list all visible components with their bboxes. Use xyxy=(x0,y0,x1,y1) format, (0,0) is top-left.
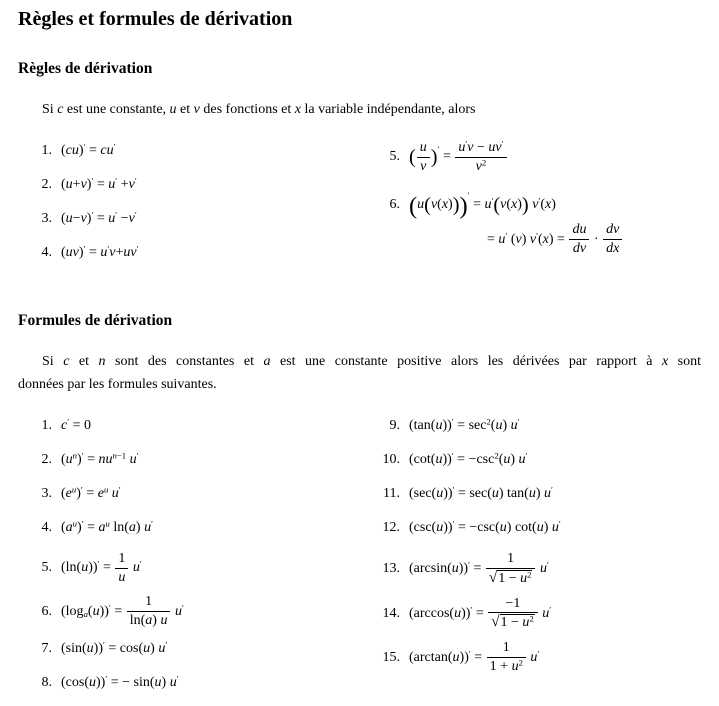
formula-item-10 xyxy=(374,449,701,471)
rule-item-5 xyxy=(374,140,701,174)
item-formula: (cu)′ = cu′ xyxy=(61,141,116,158)
item-formula: $(\cot(u))' = -\csc^2(u)$ u′ xyxy=(409,450,528,467)
formula-item-9 xyxy=(374,415,701,437)
item-number: 13. xyxy=(382,561,400,577)
rule-item-3 xyxy=(26,208,366,230)
item-formula: $(\log_a(u))'$ = $\frac{1}{\ln(a) u}$ u′ xyxy=(61,594,184,629)
formulas-left-column xyxy=(18,415,366,706)
rules-columns xyxy=(18,140,701,276)
formulas-columns xyxy=(18,415,701,706)
formula-item-1 xyxy=(26,415,366,437)
item-number: 2. xyxy=(41,452,52,467)
item-formula: $(a^u)' = a^u$ ln(a) u′ xyxy=(61,518,153,535)
item-number: 6. xyxy=(389,197,400,213)
item-number: 5. xyxy=(41,560,52,576)
formula-item-11 xyxy=(374,483,701,505)
item-formula: (uv)′ = u′v+uv′ xyxy=(61,243,139,260)
item-formula: (u−v)′ = u′ −v′ xyxy=(61,209,137,226)
item-number: 15. xyxy=(382,649,400,665)
rule-item-6-line2 xyxy=(374,222,701,256)
item-number: 7. xyxy=(41,640,52,656)
item-number: 4. xyxy=(41,245,52,260)
formula-item-4 xyxy=(26,517,366,539)
item-number: 3. xyxy=(41,486,52,501)
item-formula: (cos(u))′ = − sin(u) u′ xyxy=(61,673,179,690)
formula-item-5 xyxy=(26,551,366,585)
item-number: 12. xyxy=(382,520,400,535)
item-number: 11. xyxy=(383,486,400,501)
item-number: 1. xyxy=(41,143,52,158)
item-number: 5. xyxy=(389,149,400,165)
item-number: 10. xyxy=(382,452,400,467)
formula-item-3 xyxy=(26,483,366,505)
item-formula: (arcsin(u))′ = $\frac{1}{√1 - u^2}$ u′ xyxy=(409,551,549,586)
formula-item-2 xyxy=(26,449,366,471)
formulas-section-heading: Formules de dérivation xyxy=(18,312,173,329)
item-formula: (sin(u))′ = cos(u) u′ xyxy=(61,639,168,656)
formula-item-7 xyxy=(26,638,366,660)
formulas-intro-line2: données par les formules suivantes. xyxy=(18,377,217,392)
item-number: 6. xyxy=(41,603,52,619)
rule-item-1 xyxy=(26,140,366,162)
item-formula: $(e^u)' = e^u$ u′ xyxy=(61,484,121,501)
rules-right-column xyxy=(366,140,701,276)
item-formula: (csc(u))′ = −csc(u) cot(u) u′ xyxy=(409,518,561,535)
item-formula: (u+v)′ = u′ +v′ xyxy=(61,175,137,192)
item-formula: (u(v(x)))′ = u′(v(x)) v′(x) xyxy=(409,190,556,220)
rule-item-2 xyxy=(26,174,366,196)
item-number: 14. xyxy=(382,605,400,621)
item-formula: (arctan(u))′ = $\frac{1}{1 + u^2}$ u′ xyxy=(409,640,540,674)
rules-intro: Si c est une constante, u et v des fonctions et x la variable indépendante, alors xyxy=(42,102,476,117)
page-title: Règles et formules de dérivation xyxy=(18,8,293,30)
item-number: 3. xyxy=(41,211,52,226)
item-formula: $(\tan(u))' = \sec^2(u)$ u′ xyxy=(409,416,520,433)
rules-section-heading: Règles de dérivation xyxy=(18,60,153,77)
item-formula: c′ = 0 xyxy=(61,416,92,433)
item-formula: (sec(u))′ = sec(u) tan(u) u′ xyxy=(409,484,553,501)
formula-item-14 xyxy=(374,596,701,632)
item-formula: $(u^n)' = nu^{n-1}$ u′ xyxy=(61,450,139,467)
item-formula: (ln(u))′ = $\frac{1}{u}$ u′ xyxy=(61,551,142,585)
item-formula: ( $\frac{u}{v}$ )′ = $\frac{u'v - uv'}{v^2}$ xyxy=(409,149,508,164)
item-number: 4. xyxy=(41,520,52,535)
item-number: 9. xyxy=(389,418,400,433)
item-formula: = u′ (v) v′(x) = $\frac{du}{dv}$ · $\frac{dv}{dx}$ xyxy=(487,232,623,247)
formula-item-6 xyxy=(26,594,366,628)
item-formula: (arccos(u))′ = $\frac{-1}{√1 - u^2}$ u′ xyxy=(409,595,552,631)
rule-item-4 xyxy=(26,242,366,264)
item-number: 8. xyxy=(41,674,52,690)
formula-item-8 xyxy=(26,672,366,694)
rule-item-6-line1 xyxy=(374,190,701,220)
formula-item-12 xyxy=(374,517,701,539)
item-number: 1. xyxy=(41,418,52,433)
formula-item-13 xyxy=(374,551,701,587)
rules-left-column xyxy=(18,140,366,276)
formula-item-15 xyxy=(374,640,701,674)
formulas-intro-line1: Si c et n sont des constantes et a est une constante positive alors les dérivées par rapport à x sont xyxy=(42,354,701,369)
formulas-right-column xyxy=(366,415,701,706)
item-number: 2. xyxy=(41,177,52,192)
